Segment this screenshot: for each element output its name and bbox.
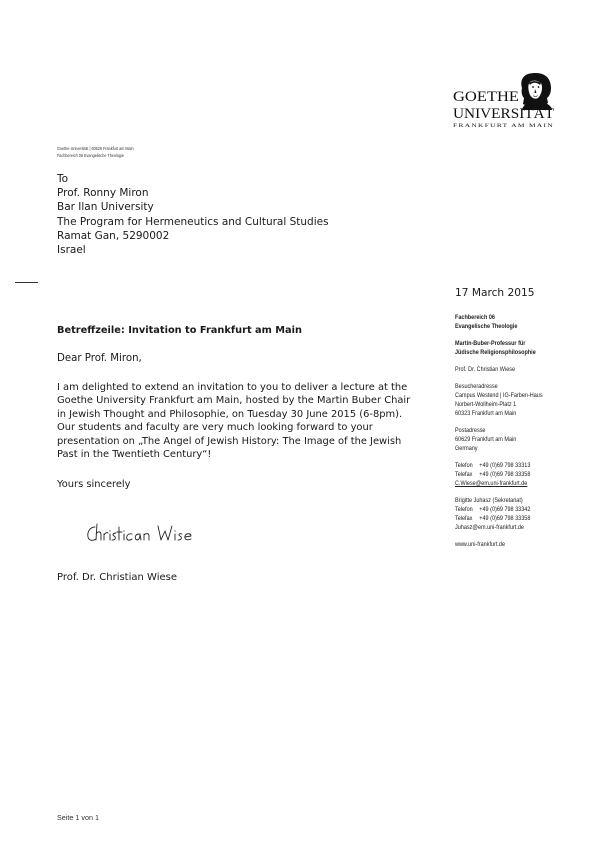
- body-line: I am delighted to extend an invitation to you to deliver a lecture at the: [57, 382, 408, 393]
- body-line: Past in the Twentieth Century“!: [57, 449, 212, 461]
- fax-row: [455, 471, 577, 480]
- fax-number: +49 (0)69 798 33358: [479, 471, 531, 479]
- secretary-name: Brigitte Juhasz (Sekretariat): [455, 497, 523, 505]
- visitor-address-block: [455, 383, 590, 419]
- sender-line: Fachbereich 06 Evangelische Theologie: [57, 153, 124, 158]
- website-link[interactable]: www.uni-frankfurt.de: [455, 541, 505, 549]
- signer-name: Prof. Dr. Christian Wiese: [57, 572, 177, 583]
- recipient-line: Prof. Ronny Miron: [57, 187, 149, 200]
- fax-label: Telefax: [455, 471, 473, 479]
- svg-text:FRANKFURT AM MAIN: FRANKFURT AM MAIN: [453, 123, 554, 128]
- sidebar-line: Germany: [455, 445, 478, 453]
- svg-text:GOETHE: GOETHE: [453, 89, 520, 105]
- body-line: Our students and faculty are very much looking forward to your: [57, 422, 373, 434]
- sidebar-line: Fachbereich 06: [455, 314, 495, 321]
- recipient-line: Ramat Gan, 5290002: [57, 229, 170, 242]
- recipient-address: [57, 172, 329, 257]
- recipient-line: Israel: [57, 244, 86, 257]
- website-block: [455, 541, 590, 550]
- page-number: Seite 1 von 1: [57, 813, 99, 822]
- phone-label: Telefon: [455, 506, 473, 514]
- sidebar-line: 60323 Frankfurt am Main: [455, 410, 517, 418]
- secretary-block: [455, 497, 590, 533]
- salutation: Dear Prof. Miron,: [57, 353, 142, 364]
- recipient-line: To: [57, 173, 69, 185]
- body-line: in Jewish Thought and Philosophie, on Tuesday 30 June 2015 (6-8pm).: [57, 408, 403, 420]
- secretary-email[interactable]: Juhasz@em.uni-frankfurt.de: [455, 524, 524, 532]
- sender-return-address: [57, 145, 197, 159]
- sidebar-line: Prof. Dr. Christian Wiese: [455, 366, 516, 374]
- professor-block: [455, 366, 590, 375]
- email-link[interactable]: C.Wiese@em.uni-frankfurt.de: [455, 480, 528, 488]
- body-line: Goethe University Frankfurt am Main, hosted by the Martin Buber Chair: [57, 395, 411, 407]
- chair-block: [455, 340, 590, 358]
- fax-row: [455, 515, 577, 524]
- recipient-line: The Program for Hermeneutics and Cultural Studies: [57, 215, 329, 228]
- sidebar-line: Besucheradresse: [455, 383, 498, 391]
- sidebar-line: Evangelische Theologie: [455, 322, 518, 330]
- contact-block: [455, 462, 590, 489]
- sidebar-line: Jüdische Religionsphilosophie: [455, 349, 536, 357]
- sidebar-contact-info: [455, 314, 590, 559]
- sidebar-line: Postadresse: [455, 427, 486, 435]
- body-line: presentation on „The Angel of Jewish History: The Image of the Jewish: [57, 435, 402, 447]
- closing: Yours sincerely: [57, 479, 131, 490]
- phone-row: [455, 462, 577, 471]
- sender-line: Goethe-Universität | 60629 Frankfurt am Main: [57, 146, 134, 151]
- postal-address-block: [455, 427, 590, 454]
- fax-label: Telefax: [455, 515, 473, 523]
- letter-date: 17 March 2015: [455, 287, 535, 299]
- sidebar-line: Martin-Buber-Professur für: [455, 340, 526, 348]
- phone-row: [455, 506, 577, 515]
- letter-body: [57, 381, 417, 461]
- recipient-line: Bar Ilan University: [57, 201, 154, 214]
- goethe-university-logo: [452, 70, 556, 128]
- phone-number: +49 (0)69 798 33342: [479, 506, 531, 514]
- handwritten-signature: [86, 521, 202, 547]
- phone-number: +49 (0)69 798 33313: [479, 462, 531, 470]
- fax-number: +49 (0)69 798 33358: [479, 515, 531, 523]
- sidebar-line: 60629 Frankfurt am Main: [455, 436, 517, 444]
- sidebar-line: Campus Westend | IG-Farben-Haus: [455, 392, 543, 400]
- department-block: [455, 314, 590, 332]
- svg-text:UNIVERSITÄT: UNIVERSITÄT: [453, 106, 549, 122]
- subject-line: Betreffzeile: Invitation to Frankfurt am Main: [57, 325, 302, 336]
- phone-label: Telefon: [455, 462, 473, 470]
- sidebar-line: Norbert-Wollheim-Platz 1: [455, 401, 517, 409]
- fold-mark: [15, 282, 38, 283]
